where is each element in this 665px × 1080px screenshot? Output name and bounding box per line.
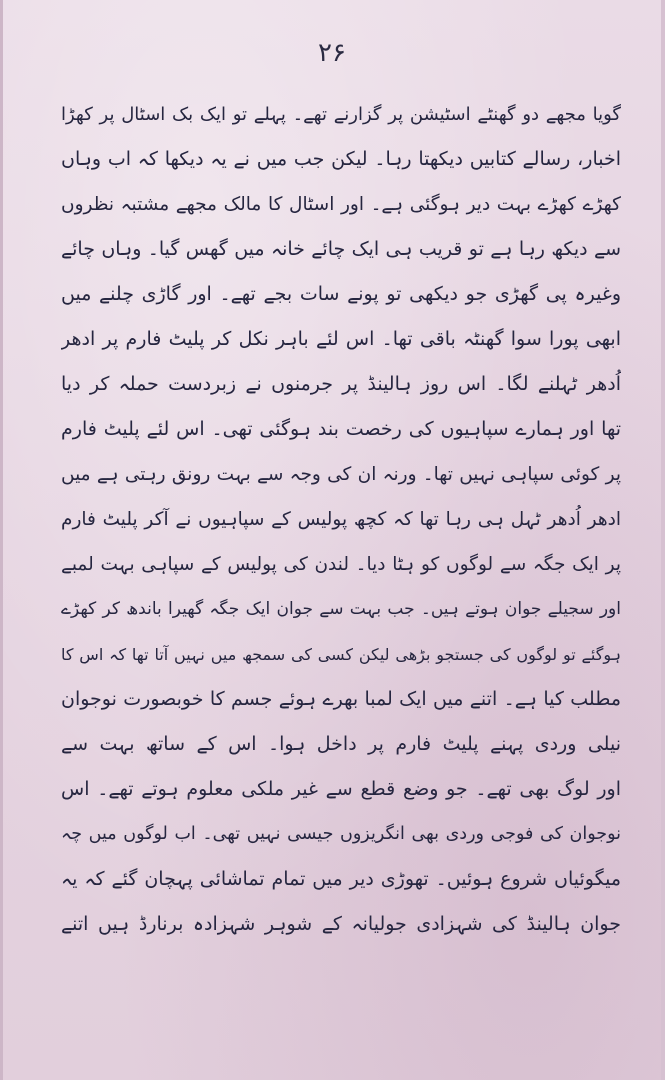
text-line: نوجوان کی فوجی وردی بھی انگریزوں جیسی نہیں تھی۔ اب لوگوں میں چہ [61,824,621,844]
text-line: ادھر اُدھر ٹہل ہی رہا تھا کہ کچھ پولیس کے سپاہیوں نے آکر پلیٹ فارم [61,509,621,530]
text-line: ہوگئے تو لوگوں کی جستجو بڑھی لیکن کسی کی سمجھ میں نہیں آتا تھا کہ اس کا [61,645,621,664]
text-line: اُدھر ٹہلنے لگا۔ اس روز ہالینڈ پر جرمنوں نے زبردست حملہ کر دیا [61,373,621,395]
text-line: اور سجیلے جوان ہوتے ہیں۔ جب بہت سے جوان ایک جگہ گھیرا باندھ کر کھڑے [61,599,621,619]
text-line: اور لوگ بھی تھے۔ جو وضع قطع سے غیر ملکی معلوم ہوتے تھے۔ اس [61,778,621,800]
text-line: کھڑے کھڑے بہت دیر ہوگئی ہے۔ اور اسٹال کا مالک مجھے مشتبہ نظروں [61,194,621,215]
text-line: پر کوئی سپاہی نہیں تھا۔ ورنہ ان کی وجہ سے بہت رونق رہتی ہے میں [61,464,621,485]
text-line: مطلب کیا ہے۔ اتنے میں ایک لمبا بھرے ہوئے جسم کا خوبصورت نوجوان [61,688,621,710]
text-line: میگوئیاں شروع ہوئیں۔ تھوڑی دیر میں تمام تماشائی پہچان گئے کہ یہ [61,868,621,890]
page-text [61,92,621,947]
page-number: ۲۶ [318,38,346,68]
text-line: پر ایک جگہ سے لوگوں کو ہٹا دیا۔ لندن کی پولیس کے سپاہی بہت لمبے [61,554,621,575]
text-line: ابھی پورا سوا گھنٹہ باقی تھا۔ اس لئے باہر نکل کر پلیٹ فارم پر ادھر [61,328,621,350]
text-line: گویا مجھے دو گھنٹے اسٹیشن پر گزارنے تھے۔ پہلے تو ایک بک اسٹال پر کھڑا [61,104,621,125]
text-line: وغیرہ پی گھڑی جو دیکھی تو پونے سات بجے تھے۔ اور گاڑی چلنے میں [61,283,621,305]
text-line: اخبار، رسالے کتابیں دیکھتا رہا۔ لیکن جب میں نے یہ دیکھا کہ اب وہاں [61,148,621,170]
text-line: تھا اور ہمارے سپاہیوں کی رخصت بند ہوگئی تھی۔ اس لئے پلیٹ فارم [61,418,621,440]
text-line: جوان ہالینڈ کی شہزادی جولیانہ کے شوہر شہزادہ برنارڈ ہیں اتنے [61,913,621,935]
text-line: نیلی وردی پہنے پلیٹ فارم پر داخل ہوا۔ اس کے ساتھ بہت سے [61,733,621,755]
text-line: سے دیکھ رہا ہے تو قریب ہی ایک چائے خانہ میں گھس گیا۔ وہاں چائے [61,238,621,260]
